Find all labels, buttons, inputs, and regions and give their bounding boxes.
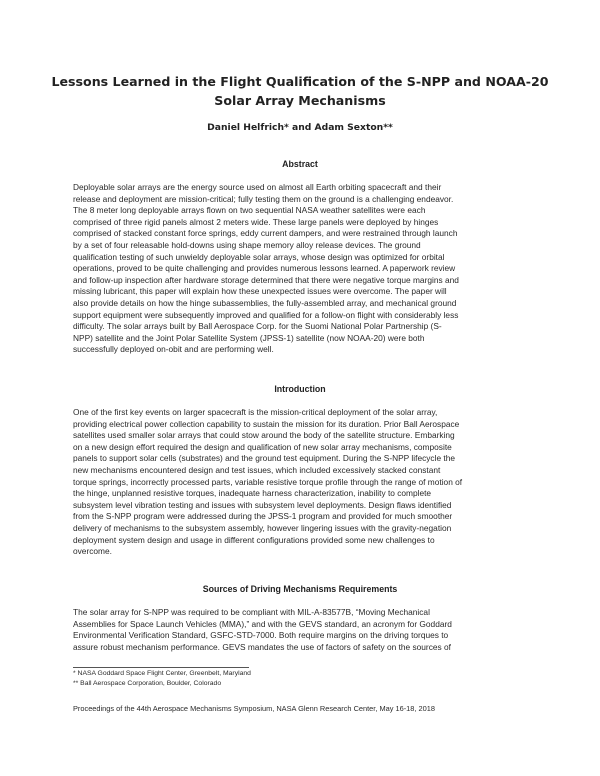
- abstract-line: release and deployment are mission-critical; fully testing them on the ground is a challenging endeavor.: [73, 193, 454, 204]
- footnote-ball: ** Ball Aerospace Corporation, Boulder, Colorado: [73, 680, 222, 687]
- introduction-line: overcome.: [73, 546, 112, 557]
- sources-line: Environmental Verification Standard, GSFC-STD-7000. Both require margins on the driving torques to: [73, 630, 449, 641]
- sources-line: The solar array for S-NPP was required to be compliant with MIL-A-83577B, “Moving Mechanical: [73, 607, 430, 617]
- abstract-line: by a set of four releasable hold-downs using shape memory alloy release devices. The ground: [73, 239, 421, 250]
- abstract-line: missing lubricant, this paper will explain how these unexpected issues were overcome. The paper will: [73, 286, 447, 297]
- sources-line: Assemblies for Space Launch Vehicles (MMA),” and with the GEVS standard, an acronym for Goddard: [73, 618, 452, 629]
- introduction-line: deployment system design and usage in different configurations provided some new challenges to: [73, 534, 435, 545]
- introduction-line: the hinge, unplanned resistive torques, inadequate harness characterization, inability to complete: [73, 488, 432, 499]
- abstract-line: NPP) satellite and the Joint Polar Satellite System (JPSS-1) satellite (now NOAA-20) were both: [73, 332, 425, 343]
- abstract-line: also provide details on how the hinge subassemblies, the fully-assembled array, and mechanical ground: [73, 297, 457, 308]
- abstract-heading: Abstract: [282, 159, 318, 169]
- abstract-line: operations, proved to be quite challenging and provides numerous lessons learned. A paperwork review: [73, 263, 456, 274]
- sources-body: [73, 607, 533, 653]
- introduction-line: new mechanisms encountered design and test issues, which included excessively stacked constant: [73, 464, 441, 475]
- footnote-nasa: * NASA Goddard Space Flight Center, Greenbelt, Maryland: [73, 670, 251, 677]
- proceedings-footer: Proceedings of the 44th Aerospace Mechanisms Symposium, NASA Glenn Research Center, May 16-18, 2018: [73, 704, 435, 713]
- abstract-body: [73, 182, 533, 356]
- title-line-1: Lessons Learned in the Flight Qualification of the S-NPP and NOAA-20: [51, 74, 549, 89]
- introduction-line: panels to support solar cells (substrates) and the ground test equipment. During the S-NPP lifecycle the: [73, 453, 456, 464]
- abstract-line: and follow-up inspection after hardware storage determined that there were negative torque margins and: [73, 274, 459, 285]
- abstract-line: support equipment were subsequently improved and qualified for a follow-on flight with considerably less: [73, 309, 459, 320]
- introduction-line: on a new design effort required the design and qualification of new solar array mechanisms, composite: [73, 441, 452, 452]
- abstract-line: successfully deployed on-obit and are performing well.: [73, 344, 274, 355]
- introduction-body: [73, 407, 533, 558]
- abstract-line: comprised of three rigid panels almost 2 meters wide. These large panels were deployed by hinges: [73, 216, 439, 227]
- sources-line: assure robust mechanism performance. GEVS mandates the use of factors of safety on the sources of: [73, 641, 451, 652]
- introduction-line: from the S-NPP program were addressed during the JPSS-1 program and provided for much smoother: [73, 511, 453, 522]
- introduction-line: delivery of mechanisms to the subsystem assembly, however lingering issues with the gravity-negation: [73, 522, 452, 533]
- introduction-line: One of the first key events on larger spacecraft is the mission-critical deployment of the solar array,: [73, 407, 438, 417]
- paper-title: [40, 72, 560, 110]
- footnote-divider: [73, 667, 249, 668]
- introduction-line: providing electrical power collection capability to sustain the mission for its duration. Prior Ball Aerospace: [73, 418, 460, 429]
- abstract-line: The 8 meter long deployable arrays flown on two sequential NASA weather satellites were each: [73, 205, 426, 216]
- abstract-line: difficulty. The solar arrays built by Ball Aerospace Corp. for the Suomi National Polar Partnership (S-: [73, 321, 442, 332]
- abstract-line: comprised of stacked constant force springs, eddy current dampers, and were restrained through launch: [73, 228, 458, 239]
- sources-heading: Sources of Driving Mechanisms Requirements: [202, 584, 398, 594]
- abstract-line: Deployable solar arrays are the energy source used on almost all Earth orbiting spacecraft and their: [73, 182, 442, 192]
- abstract-line: qualification testing of such unwieldy deployable solar arrays, whose design was optimized for orbital: [73, 251, 445, 262]
- introduction-line: satellites used smaller solar arrays that could stow around the body of the satellite structure. Embarking: [73, 430, 455, 441]
- introduction-line: subsystem level vibration testing and issues with subsystem level deployments. Design flaws identified: [73, 499, 452, 510]
- author-list: Daniel Helfrich* and Adam Sexton**: [207, 122, 393, 133]
- title-line-2: Solar Array Mechanisms: [214, 93, 386, 108]
- introduction-heading: Introduction: [274, 384, 326, 394]
- introduction-line: torque springs, incorrectly processed parts, variable resistive torque profile through the range of motion of: [73, 476, 463, 487]
